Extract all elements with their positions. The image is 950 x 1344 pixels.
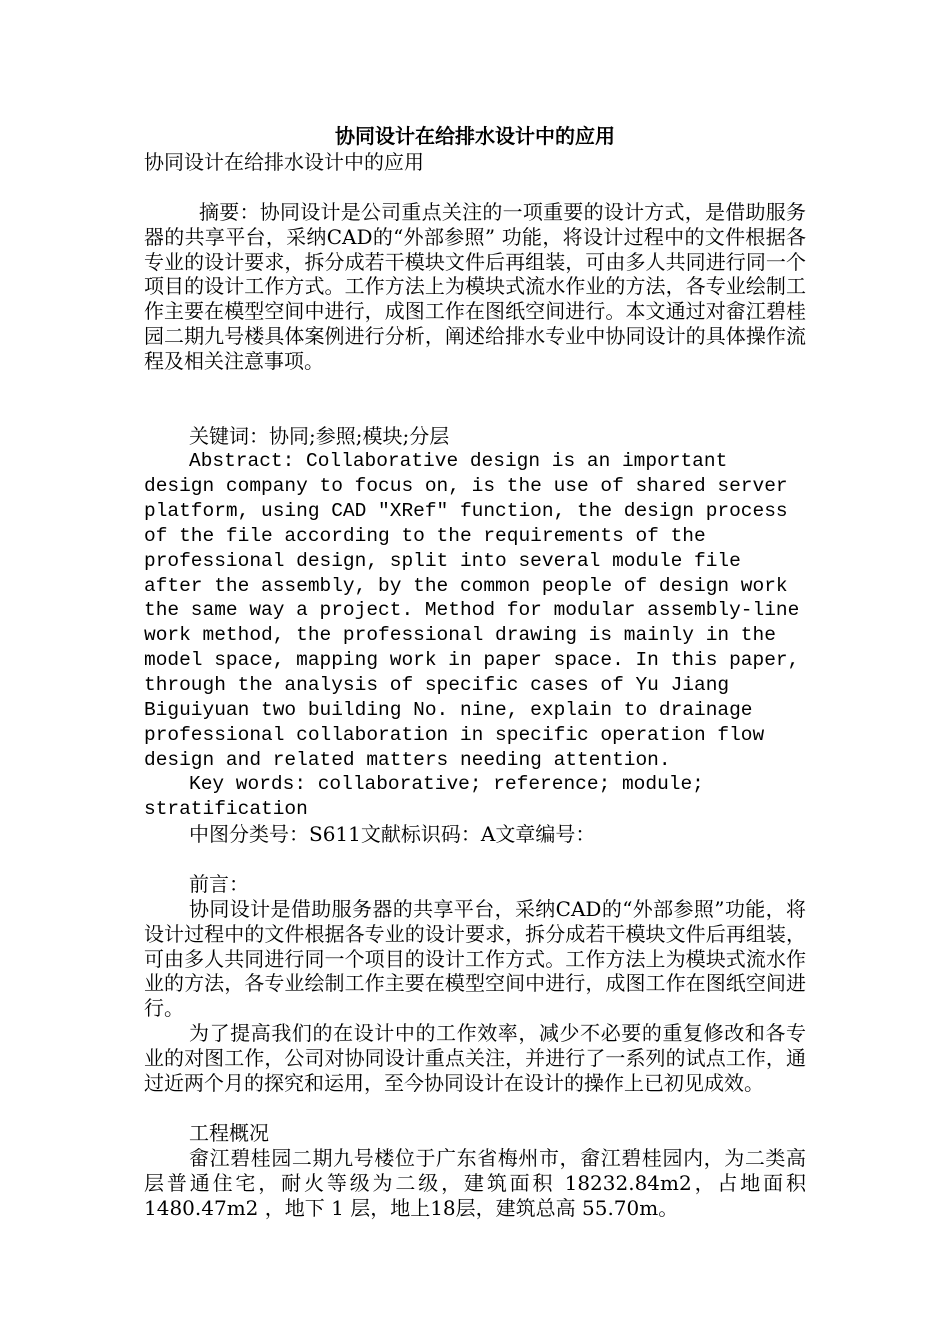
- chinese-keywords: 关键词：协同;参照;模块;分层: [189, 424, 450, 448]
- preface-paragraph-2: 为了提高我们的在设计中的工作效率，减少不必要的重复修改和各专业的对图工作，公司对协同设计重点关注，并进行了一系列的试点工作，通过近两个月的探究和运用，至今协同设计在设计的操作上已初见成效。: [144, 1021, 806, 1095]
- overview-heading: 工程概况: [189, 1121, 269, 1145]
- preface-heading: 前言：: [189, 872, 249, 896]
- chinese-abstract: 摘要：协同设计是公司重点关注的一项重要的设计方式，是借助服务器的共享平台，采纳CAD的“外部参照” 功能，将设计过程中的文件根据各专业的设计要求，拆分成若干模块文件后再组装，可由多人共同进行同一个项目的设计工作方式。工作方法上为模块式流水作业的方法，各专业绘制工作主要在模型空间中进行，成图工作在图纸空间进行。本文通过对畲江碧桂园二期九号楼具体案例进行分析，阐述给排水专业中协同设计的具体操作流程及相关注意事项。: [144, 200, 806, 373]
- overview-paragraph: 畲江碧桂园二期九号楼位于广东省梅州市，畲江碧桂园内，为二类高层普通住宅，耐火等级为二级，建筑面积 18232.84m2，占地面积 1480.47m2 ，地下 1 层，地上18层，建筑总高 55.70m。: [144, 1146, 806, 1220]
- english-abstract: Abstract: Collaborative design is an important design company to focus on, is the use of shared server platform, using CAD "XRef" function, the design process of the file according to the requirements of the professional design, split into several module file after the assembly, by the common people of design work the same way a project. Method for modular assembly-line work method, the professional drawing is mainly in the model space, mapping work in paper space. In this paper, through the analysis of specific cases of Yu Jiang Biguiyuan two building No. nine, explain to drainage professional collaboration in specific operation flow design and related matters needing attention.: [144, 450, 800, 771]
- document-subtitle: 协同设计在给排水设计中的应用: [144, 150, 424, 174]
- classification-line: 中图分类号：S611文献标识码：A文章编号：: [189, 822, 596, 846]
- preface-paragraph-1: 协同设计是借助服务器的共享平台，采纳CAD的“外部参照”功能，将设计过程中的文件根据各专业的设计要求，拆分成若干模块文件后再组装，可由多人共同进行同一个项目的设计工作方式。工作方法上为模块式流水作业的方法，各专业绘制工作主要在模型空间中进行，成图工作在图纸空间进行。: [144, 897, 806, 1021]
- page-title: 协同设计在给排水设计中的应用: [335, 124, 615, 148]
- english-keywords: Key words: collaborative; reference; module; stratification: [144, 773, 704, 820]
